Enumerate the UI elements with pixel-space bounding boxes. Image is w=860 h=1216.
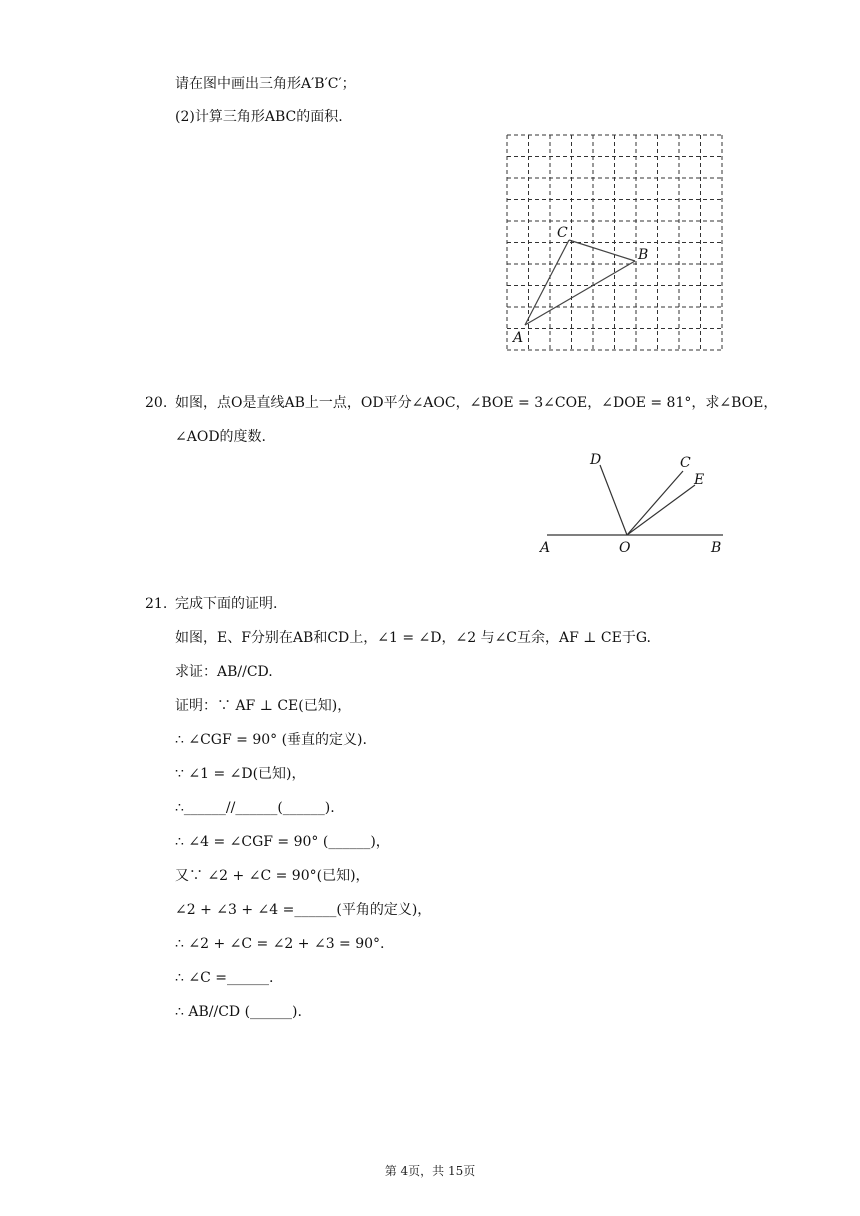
angle-label-e: E bbox=[694, 472, 705, 488]
angle-label-c: C bbox=[680, 455, 691, 471]
dashed-grid bbox=[507, 135, 722, 350]
q20-text-cont: ∠AOD的度数. bbox=[175, 429, 266, 445]
ray-oc bbox=[627, 471, 683, 535]
page-footer: 第 4页，共 15页 bbox=[384, 1164, 476, 1178]
q20-text: 如图，点O是直线AB上一点，OD平分∠AOC，∠BOE = 3∠COE，∠DOE = 81°，求∠BOE， bbox=[175, 395, 778, 411]
proof-line-5: ∴ ∠4 = ∠CGF = 90° (______)， bbox=[175, 834, 390, 850]
q19-part2: (2)计算三角形ABC的面积. bbox=[175, 109, 343, 125]
q21-prove: 求证：AB//CD. bbox=[175, 664, 273, 680]
grid-figure bbox=[500, 130, 730, 355]
q20-number: 20. bbox=[145, 395, 168, 411]
grid-label-b: B bbox=[638, 247, 649, 263]
q19-instruction: 请在图中画出三角形A′B′C′； bbox=[175, 76, 356, 92]
proof-line-6: 又∵ ∠2 + ∠C = 90°(已知)， bbox=[175, 868, 370, 884]
grid-label-c: C bbox=[557, 225, 568, 241]
proof-line-2: ∴ ∠CGF = 90° (垂直的定义). bbox=[175, 732, 367, 748]
proof-line-8: ∴ ∠2 + ∠C = ∠2 + ∠3 = 90°. bbox=[175, 936, 385, 952]
angle-label-b: B bbox=[711, 540, 722, 556]
q21-number: 21. bbox=[145, 596, 168, 612]
q21-given: 如图，E、F分别在AB和CD上，∠1 = ∠D，∠2 与∠C互余，AF ⊥ CE于G. bbox=[175, 630, 651, 646]
grid-label-a: A bbox=[513, 330, 524, 346]
proof-line-10: ∴ AB//CD (______). bbox=[175, 1004, 302, 1020]
proof-line-3: ∵ ∠1 = ∠D(已知)， bbox=[175, 766, 306, 782]
angle-label-a: A bbox=[540, 540, 551, 556]
ray-oe bbox=[627, 485, 695, 535]
angle-label-d: D bbox=[590, 452, 602, 468]
proof-line-4: ∴______//______(______). bbox=[175, 800, 335, 816]
side-bc bbox=[569, 240, 635, 261]
angle-label-o: O bbox=[619, 540, 631, 556]
q21-title: 完成下面的证明. bbox=[175, 596, 278, 612]
proof-line-1: 证明：∵ AF ⊥ CE(已知)， bbox=[175, 698, 352, 714]
proof-line-9: ∴ ∠C =______. bbox=[175, 970, 274, 986]
angle-figure bbox=[530, 445, 735, 560]
ray-od bbox=[600, 465, 627, 535]
proof-line-7: ∠2 + ∠3 + ∠4 =______(平角的定义)， bbox=[175, 902, 432, 918]
